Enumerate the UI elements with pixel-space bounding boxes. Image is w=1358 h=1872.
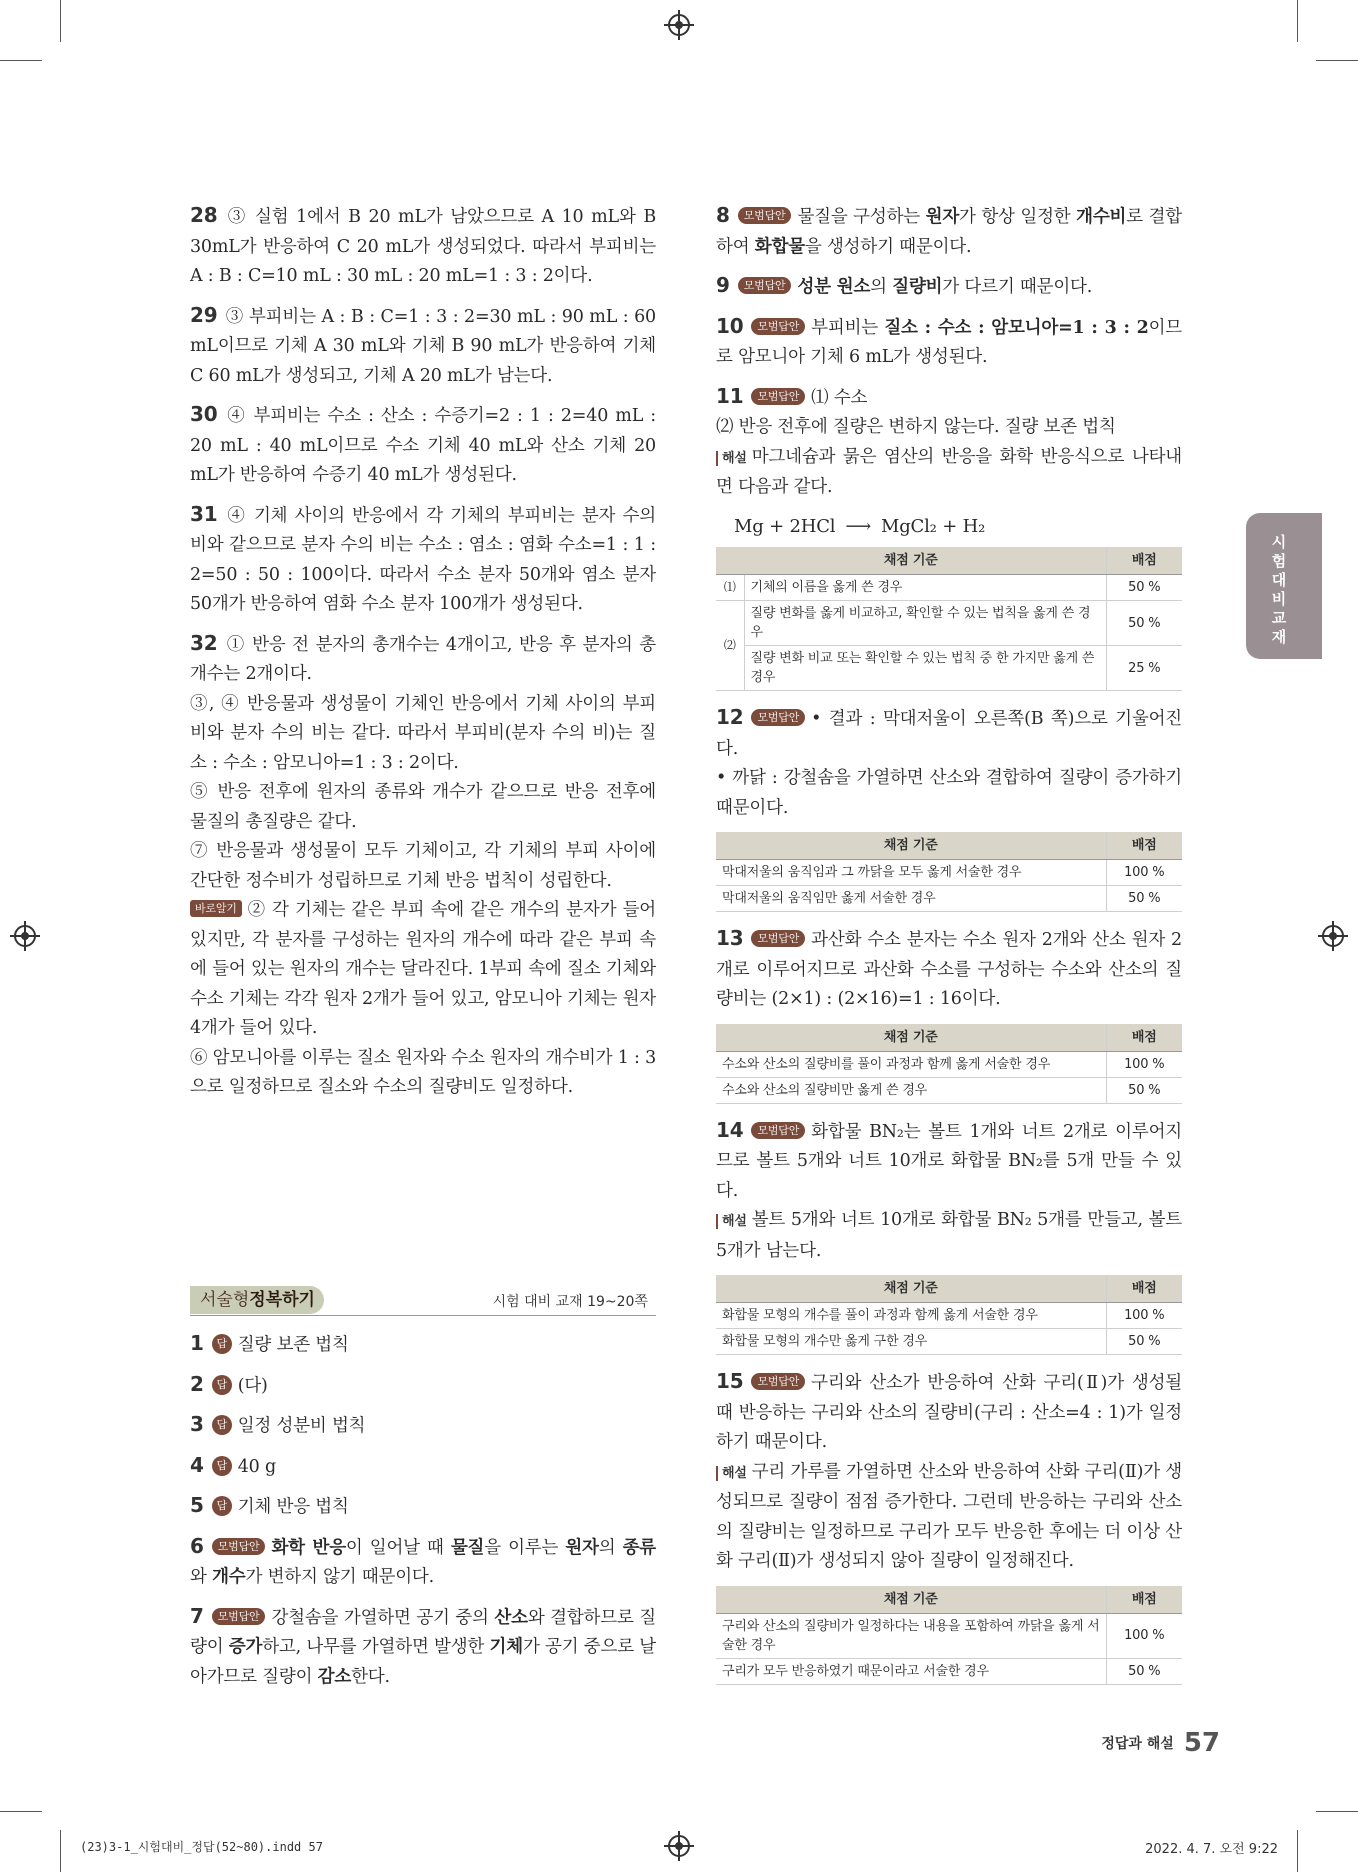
table-header-points: 배점 [1106, 832, 1182, 860]
table-cell-criteria: 막대저울의 움직임과 그 까닭을 모두 옳게 서술한 경우 [716, 860, 1106, 886]
answer-item [190, 1329, 656, 1361]
registration-target-icon [668, 14, 690, 36]
answer-badge: 답 [212, 1334, 232, 1354]
crop-mark [1297, 0, 1298, 42]
answer-item [716, 312, 1182, 373]
section-header [190, 1286, 656, 1316]
item-text: ③ 부피비는 A : B : C=1 : 3 : 2=30 mL : 90 mL : 60 mL이므로 기체 A 30 mL와 기체 B 90 mL가 반응하여 기체 C 60 mL가 생성되고, 기체 A 20 mL가 남는다. [190, 306, 656, 386]
item-number: 30 [190, 402, 218, 426]
equation-products: MgCl₂ + H₂ [880, 515, 986, 537]
reaction-arrow-icon: ⟶ [845, 515, 871, 537]
answer-item [190, 1451, 656, 1483]
answer-badge: 모범답안 [751, 1122, 805, 1139]
answer-item [716, 1367, 1182, 1577]
answer-item [716, 703, 1182, 823]
item-text: ① 반응 전 분자의 총개수는 4개이고, 반응 후 분자의 총개수는 2개이다. ③, ④ 반응물과 생성물이 기체인 반응에서 기체 사이의 부피비와 분자 수의 비는 같다. 따라서 부피비(분자 수의 비)는 질소 : 수소 : 암모니아=1 : 3 : 2이다. ⑤ 반응 전후에 원자의 종류와 개수가 같으므로 반응 전후에 물질의 총질량은 같다. ⑦ 반응물과 생성물이 모두 기체이고, 각 기체의 부피 사이에 간단한 정수비가 성립하므로 기체 반응 법칙이 성립한다. 바로알기 ② 각 기체는 같은 부피 속에 같은 개수의 분자가 들어 있지만, 각 분자를 구성하는 원자의 개수에 따라 같은 부피 속에 들어 있는 원자의 개수는 달라진다. 1부피 속에 질소 기체와 수소 기체는 각각 원자 2개가 들어 있고, 암모니아 기체는 원자 4개가 들어 있다. ⑥ 암모니아를 이루는 질소 원자와 수소 원자의 개수비가 1 : 3으로 일정하므로 질소와 수소의 질량비도 일정하다. [190, 634, 656, 1097]
table-cell-points: 100 % [1106, 860, 1182, 886]
item-text: • 결과 : 막대저울이 오른쪽(B 쪽)으로 기울어진다. • 까닭 : 강철솜을 가열하면 산소와 결합하여 질량이 증가하기 때문이다. [716, 709, 1182, 818]
chemical-equation [716, 512, 1182, 542]
page-folio [1101, 1728, 1220, 1758]
item-number: 9 [716, 273, 730, 297]
scoring-table [716, 547, 1182, 691]
item-number: 6 [190, 1533, 204, 1558]
answer-badge: 모범답안 [751, 1373, 805, 1390]
table-cell-criteria: 수소와 산소의 질량비를 풀이 과정과 함께 옳게 서술한 경우 [716, 1051, 1106, 1077]
item-number: 14 [716, 1117, 744, 1142]
scoring-table [716, 1024, 1182, 1104]
side-tab-label: 시 험 대 비 교 재 [1271, 533, 1287, 646]
answer-item [190, 201, 656, 292]
table-cell-criteria: 화합물 모형의 개수만 옳게 구한 경우 [716, 1329, 1106, 1355]
item-text: 40 g [237, 1456, 276, 1477]
answer-badge: 모범답안 [751, 318, 805, 335]
table-row [716, 1613, 1182, 1658]
left-column-descriptive [190, 1329, 656, 1701]
table-cell-criteria: 화합물 모형의 개수를 풀이 과정과 함께 옳게 서술한 경우 [716, 1303, 1106, 1329]
table-row [716, 601, 1182, 646]
item-text: 화학 반응이 일어날 때 물질을 이루는 원자의 종류와 개수가 변하지 않기 때문이다. [190, 1537, 657, 1587]
crop-mark [60, 1830, 61, 1872]
table-cell-criteria: 막대저울의 움직임만 옳게 서술한 경우 [716, 886, 1106, 912]
table-cell-points: 100 % [1106, 1303, 1182, 1329]
answer-item [716, 271, 1182, 303]
table-row [716, 1329, 1182, 1355]
side-tab [1246, 513, 1322, 659]
crop-mark [0, 60, 42, 61]
answer-item [190, 1410, 656, 1442]
section-title [190, 1286, 324, 1314]
table-cell-points: 100 % [1106, 1051, 1182, 1077]
answer-item [716, 201, 1182, 262]
registration-target-icon [14, 925, 36, 947]
table-cell-criteria: 구리와 산소의 질량비가 일정하다는 내용을 포함하여 까닭을 옳게 서술한 경우 [716, 1613, 1106, 1658]
section-title-light: 서술형 [200, 1290, 250, 1310]
item-text: 일정 성분비 법칙 [237, 1416, 366, 1436]
table-row [716, 575, 1182, 601]
item-text: 강철솜을 가열하면 공기 중의 산소와 결합하므로 질량이 증가하고, 나무를 가열하면 발생한 기체가 공기 중으로 날아가므로 질량이 감소한다. [190, 1607, 656, 1687]
item-text: 구리와 산소가 반응하여 산화 구리(Ⅱ)가 생성될 때 반응하는 구리와 산소의 질량비(구리 : 산소=4 : 1)가 일정하기 때문이다. 해설 구리 가루를 가열하면 산소와 반응하여 산화 구리(Ⅱ)가 생성되므로 질량이 점점 증가한다. 그런데 반응하는 구리와 산소의 질량비는 일정하므로 구리가 모두 반응한 후에는 더 이상 산화 구리(Ⅱ)가 생성되지 않아 질량이 일정해진다. [716, 1373, 1182, 1571]
footer-filename: (23)3-1_시험대비_정답(52~80).indd 57 [80, 1840, 323, 1854]
crop-mark [60, 0, 61, 42]
crop-mark [1316, 60, 1358, 61]
table-row [716, 646, 1182, 691]
scoring-table [716, 1586, 1182, 1685]
crop-mark [0, 1811, 42, 1812]
table-header-points: 배점 [1106, 1024, 1182, 1052]
item-text: 물질을 구성하는 원자가 항상 일정한 개수비로 결합하여 화합물을 생성하기 때문이다. [716, 207, 1182, 257]
item-number: 32 [190, 630, 218, 655]
left-column [190, 201, 656, 1112]
table-cell-criteria: 기체의 이름을 옳게 쓴 경우 [744, 575, 1106, 601]
table-row [716, 886, 1182, 912]
item-number: 3 [190, 1412, 204, 1436]
item-number: 5 [190, 1493, 204, 1517]
item-text: 성분 원소의 질량비가 다르기 때문이다. [797, 277, 1093, 297]
scoring-table [716, 1275, 1182, 1355]
answer-badge: 답 [212, 1415, 232, 1435]
table-cell-criteria: 질량 변화를 옳게 비교하고, 확인할 수 있는 법칙을 옳게 쓴 경우 [744, 601, 1106, 646]
table-row [716, 1303, 1182, 1329]
item-text: 질량 보존 법칙 [237, 1335, 349, 1355]
answer-badge: 모범답안 [751, 709, 805, 726]
answer-item [190, 1370, 656, 1402]
item-number: 28 [190, 203, 218, 227]
item-number: 8 [716, 203, 730, 227]
table-cell-points: 50 % [1106, 575, 1182, 601]
table-header-criteria: 채점 기준 [716, 1586, 1106, 1614]
item-text: 부피비는 질소 : 수소 : 암모니아=1 : 3 : 2이므로 암모니아 기체 6 mL가 생성된다. [716, 317, 1182, 367]
registration-target-icon [668, 1835, 690, 1857]
section-title-strong: 정복하기 [249, 1290, 315, 1310]
answer-item [190, 301, 656, 392]
answer-item [716, 1116, 1182, 1267]
table-cell-points: 50 % [1106, 886, 1182, 912]
item-text: (다) [237, 1375, 268, 1396]
answer-badge: 답 [212, 1375, 232, 1395]
table-row [716, 860, 1182, 886]
item-text: 기체 반응 법칙 [237, 1497, 349, 1517]
item-number: 31 [190, 501, 218, 526]
table-row [716, 1658, 1182, 1684]
crop-mark [1316, 1811, 1358, 1812]
folio-label: 정답과 해설 [1101, 1736, 1174, 1752]
answer-badge: 답 [212, 1456, 232, 1476]
item-text: 과산화 수소 분자는 수소 원자 2개와 산소 원자 2개로 이루어지므로 과산화 수소를 구성하는 수소와 산소의 질량비는 (2×1) : (2×16)=1 : 16이다. [716, 930, 1182, 1009]
answer-badge: 모범답안 [212, 1538, 266, 1555]
item-text: ③ 실험 1에서 B 20 mL가 남았으므로 A 10 mL와 B 30mL가 반응하여 C 20 mL가 생성되었다. 따라서 부피비는 A : B : C=10 mL : 30 mL : 20 mL=1 : 3 : 2이다. [190, 207, 656, 286]
answer-badge: 답 [212, 1496, 232, 1516]
item-text: ④ 기체 사이의 반응에서 각 기체의 부피비는 분자 수의 비와 같으므로 분자 수의 비는 수소 : 염소 : 염화 수소=1 : 1 : 2=50 : 50 : 100이다. 따라서 수소 분자 50개와 염소 분자 50개가 반응하여 염화 수소 분자 100개가 생성된다. [190, 505, 656, 614]
table-header-points: 배점 [1106, 547, 1182, 575]
item-number: 1 [190, 1331, 204, 1355]
answer-item [190, 1532, 656, 1593]
page-number: 57 [1183, 1728, 1220, 1758]
item-number: 10 [716, 313, 744, 338]
right-column [716, 201, 1182, 1697]
equation-reactants: Mg + 2HCl [734, 515, 836, 537]
table-cell-subquestion: ⑵ [716, 601, 744, 691]
item-number: 12 [716, 705, 744, 729]
answer-item [716, 382, 1182, 503]
table-cell-points: 50 % [1106, 1329, 1182, 1355]
answer-item [716, 924, 1182, 1015]
crop-mark [1297, 1830, 1298, 1872]
answer-item [190, 400, 656, 491]
table-header-criteria: 채점 기준 [716, 1024, 1106, 1052]
table-cell-points: 50 % [1106, 601, 1182, 646]
item-number: 29 [190, 302, 218, 327]
table-cell-points: 100 % [1106, 1613, 1182, 1658]
item-number: 13 [716, 926, 744, 950]
answer-badge: 모범답안 [751, 388, 805, 405]
item-number: 15 [716, 1369, 744, 1393]
item-number: 4 [190, 1452, 204, 1477]
answer-badge: 모범답안 [738, 207, 792, 224]
scoring-table [716, 832, 1182, 912]
table-header-criteria: 채점 기준 [716, 832, 1106, 860]
table-header-points: 배점 [1106, 1275, 1182, 1303]
item-text: 화합물 BN₂는 볼트 1개와 너트 2개로 이루어지므로 볼트 5개와 너트 10개로 화합물 BN₂를 5개 만들 수 있다. 해설 볼트 5개와 너트 10개로 화합물 BN₂ 5개를 만들고, 볼트 5개가 남는다. [716, 1121, 1182, 1261]
answer-badge: 모범답안 [738, 277, 792, 294]
item-number: 11 [716, 383, 744, 408]
registration-target-icon [1322, 925, 1344, 947]
table-cell-points: 25 % [1106, 646, 1182, 691]
table-header-criteria: 채점 기준 [716, 547, 1106, 575]
table-row [716, 1051, 1182, 1077]
table-cell-criteria: 구리가 모두 반응하였기 때문이라고 서술한 경우 [716, 1658, 1106, 1684]
footer-date: 2022. 4. 7. 오전 9:22 [1145, 1842, 1278, 1857]
answer-badge: 모범답안 [751, 930, 805, 947]
table-cell-criteria: 질량 변화 비교 또는 확인할 수 있는 법칙 중 한 가지만 옳게 쓴 경우 [744, 646, 1106, 691]
table-header-criteria: 채점 기준 [716, 1275, 1106, 1303]
answer-item [190, 1491, 656, 1523]
item-text: ④ 부피비는 수소 : 산소 : 수증기=2 : 1 : 2=40 mL : 20 mL : 40 mL이므로 수소 기체 40 mL와 산소 기체 20 mL가 반응하여 수증기 40 mL가 생성된다. [190, 406, 656, 485]
section-reference: 시험 대비 교재 19~20쪽 [492, 1294, 648, 1310]
answer-item [190, 1602, 656, 1693]
table-cell-points: 50 % [1106, 1077, 1182, 1103]
answer-item [190, 629, 656, 1103]
table-row [716, 1077, 1182, 1103]
item-number: 7 [190, 1603, 204, 1628]
answer-badge: 모범답안 [212, 1608, 266, 1625]
table-header-points: 배점 [1106, 1586, 1182, 1614]
item-text: ⑴ 수소 ⑵ 반응 전후에 질량은 변하지 않는다. 질량 보존 법칙 해설 마그네슘과 묽은 염산의 반응을 화학 반응식으로 나타내면 다음과 같다. [716, 387, 1182, 497]
item-number: 2 [190, 1371, 204, 1396]
table-cell-subquestion: ⑴ [716, 575, 744, 601]
answer-item [190, 500, 656, 620]
table-cell-points: 50 % [1106, 1658, 1182, 1684]
table-cell-criteria: 수소와 산소의 질량비만 옳게 쓴 경우 [716, 1077, 1106, 1103]
